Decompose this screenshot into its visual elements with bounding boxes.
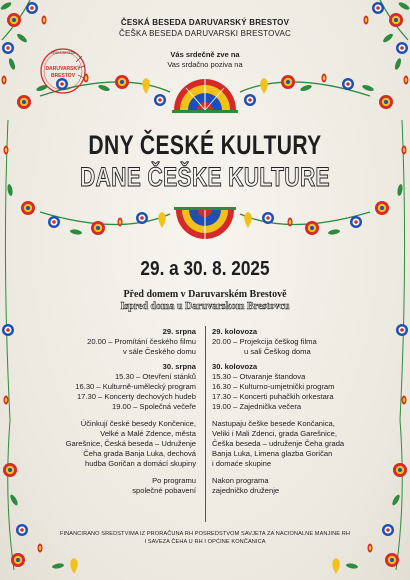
column-divider xyxy=(205,326,206,522)
funding-note-line1: FINANCIRANO SREDSTVIMA IZ PRORAČUNA RH POSREDSTVOM SAVJETA ZA NACIONALNE MANJINE RH xyxy=(60,531,350,537)
participants-hr-line: Češka beseda – udruženje Čeha grada xyxy=(212,438,345,448)
funding-note xyxy=(0,530,410,546)
program-cz xyxy=(18,327,196,496)
after-program-hr: zajedničko druženje xyxy=(212,486,280,496)
program-cz-item: 17.30 – Koncerty dechových hudeb xyxy=(76,391,196,401)
program-hr-item: 17.30 – Koncerti puhačkih orkestara xyxy=(212,391,334,401)
program-cz-item: v sále Českého domu xyxy=(122,346,196,356)
logo-main-text: BRESTOV xyxy=(50,73,76,79)
participants-hr-line: i domaće skupine xyxy=(212,458,272,468)
program-hr-item: 15.30 – Otvaranje štandova xyxy=(212,372,306,382)
event-date: 29. a 30. 8. 2025 xyxy=(140,258,270,280)
program-hr-day1: 29. kolovoza xyxy=(212,327,258,336)
participants-cz-line: Garešnice, Česká beseda – Udruženje xyxy=(65,438,196,448)
logo-main-text: DARUVARSKÝ xyxy=(45,66,81,72)
program-hr-item: 19.00 – Zajednička večera xyxy=(212,401,302,411)
program-hr-item: 20.00 – Projekcija češkog filma xyxy=(212,336,317,346)
venue-cz: Před domem v Daruvarském Brestově xyxy=(123,289,287,300)
participants-hr-line: Banja Luka, Limena glazba Goričan xyxy=(212,448,333,458)
ornament-lower-row xyxy=(21,201,389,239)
participants-cz-line: hudba Goričan a domácí skupiny xyxy=(84,458,196,468)
participants-cz-line: Velké a Malé Zdence, města xyxy=(100,429,196,439)
program-cz-day2: 30. srpna xyxy=(162,362,196,372)
program-hr-item: u sali Češkog doma xyxy=(244,346,311,356)
invitation-cz: Vás srdečně zve na xyxy=(170,50,240,59)
program-cz-day1: 29. srpna xyxy=(162,327,196,336)
event-title-cz: DNY ČESKÉ KULTURY xyxy=(88,130,322,160)
program-hr-item: 16.30 – Kulturno-umjetnički program xyxy=(212,381,335,391)
after-program-cz: Po programu xyxy=(152,476,196,486)
participants-cz-line: Účinkují české besedy Končenice, xyxy=(80,419,196,429)
after-program-hr: Nakon programa xyxy=(212,476,269,486)
program-cz-item: 16.30 – Kulturně-umělecký program xyxy=(75,381,196,391)
organizer-name-hr: ČEŠKA BESEDA DARUVARSKI BRESTOVAC xyxy=(119,29,291,38)
program-cz-item: 19.00 – Společná večeře xyxy=(111,401,196,411)
logo-top-text: ČESKÁ BESEDA xyxy=(50,51,76,55)
ornament-top-right xyxy=(364,0,410,85)
program-hr xyxy=(212,327,392,496)
funding-note-line2: I SAVEZA ČEHA U RH I OPĆINE KONČANICA xyxy=(144,539,266,545)
program-cz-item: 20.00 – Promítání českého filmu xyxy=(87,336,196,346)
event-title-hr: DANE ČEŠKE KULTURE xyxy=(79,162,330,192)
venue-hr: Ispred doma u Daruvarskom Brestovcu xyxy=(120,301,290,312)
participants-hr-line: Veliki i Mali Zdenci, grada Garešnice, xyxy=(212,429,337,439)
organizer-name-cz: ČESKÁ BESEDA DARUVARSKÝ BRESTOV xyxy=(120,18,290,27)
invitation-hr: Vas srdačno poziva na xyxy=(167,60,243,69)
program-hr-day2: 30. kolovoza xyxy=(212,362,258,372)
after-program-cz: společné pobavení xyxy=(132,486,196,496)
program-cz-item: 15.30 – Otevření stánků xyxy=(114,372,196,382)
participants-hr-line: Nastupaju češke besede Končanica, xyxy=(212,419,335,429)
participants-cz-line: Čeha grada Banja Luka, dechová xyxy=(83,448,196,458)
